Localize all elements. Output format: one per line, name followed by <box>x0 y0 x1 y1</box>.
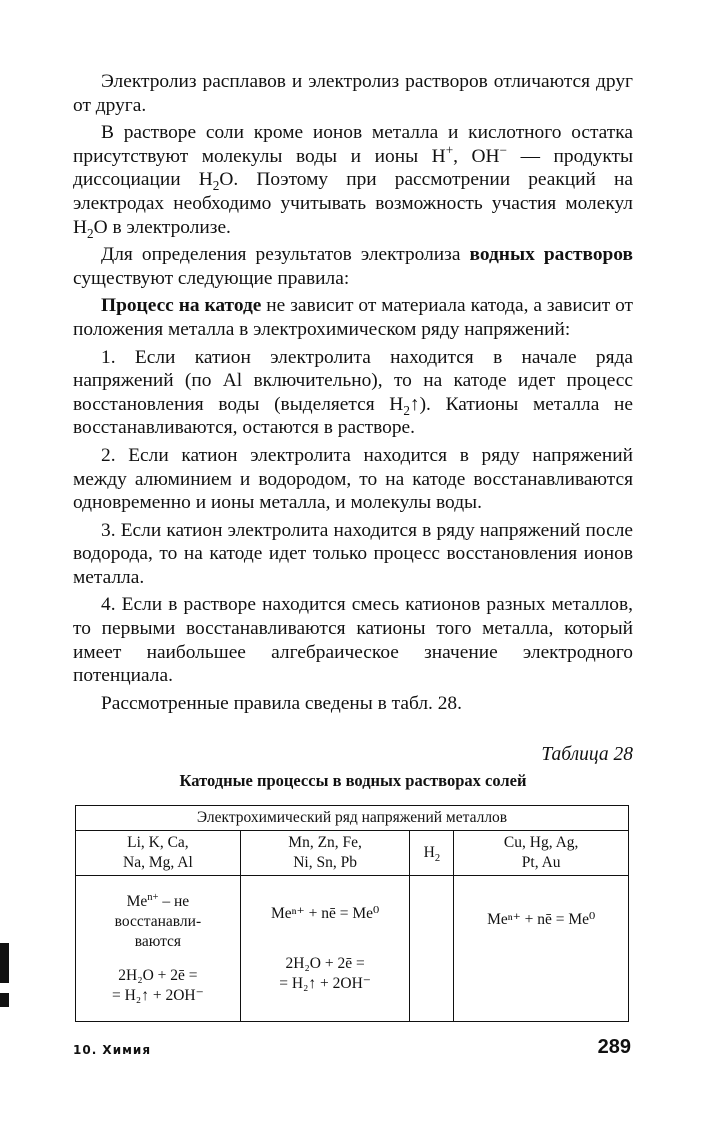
table-header: Электрохимический ряд напряжений металлов <box>76 806 629 831</box>
paragraph-3: Для определения результатов электролиза водных растворов существуют следующие правила: <box>73 244 633 289</box>
rule-4: 4. Если в растворе находится смесь катионов разных металлов, то первыми восстанавливаются катионы того металла, который имеет наибольшее алгебраическое значение электродного потенциала. <box>73 594 633 687</box>
paragraph-4: Процесс на катоде не зависит от материала катода, а зависит от положения металла в электрохимическом ряду напряжений: <box>73 295 633 340</box>
process-group-4: Meⁿ⁺ + nē = Me⁰ <box>454 876 629 1022</box>
cathode-processes-table <box>75 805 629 1022</box>
metals-group-4: Cu, Hg, Ag, Pt, Au <box>454 831 629 876</box>
rule-2: 2. Если катион электролита находится в ряду напряжений между алюминием и водородом, то на катоде восстанавливаются одновременно и ионы металла, и молекулы воды. <box>73 444 633 514</box>
paragraph-1: Электролиз расплавов и электролиз растворов отличаются друг от друга. <box>73 71 633 116</box>
margin-mark-bottom <box>0 993 9 1007</box>
process-group-2: Meⁿ⁺ + nē = Me⁰ 2H₂O + 2ē = = H₂↑ + 2OH⁻ <box>240 876 410 1022</box>
paragraph-2: В растворе соли кроме ионов металла и кислотного остатка присутствуют молекулы воды и ионы H+, OH− — продукты диссоциации $H_2O$. Поэтому при рассмотрении реакций на электродах необходимо учитывать возможность участия молекул $H_2O$ в электролизе. <box>73 122 634 241</box>
process-group-1: $Me^{n+}$ – не восстанавли- ваются 2H₂O + 2ē = = H₂↑ + 2OH⁻ <box>76 876 241 1022</box>
paragraph-summary: Рассмотренные правила сведены в табл. 28. <box>101 692 462 714</box>
page-number: 289 <box>597 1036 631 1058</box>
metals-group-1: Li, K, Ca, Na, Mg, Al <box>76 831 241 876</box>
table-header-row <box>76 806 629 831</box>
table-row-metals <box>76 831 629 876</box>
body-text <box>73 70 633 719</box>
process-hydrogen <box>410 876 454 1022</box>
margin-mark-top <box>0 943 9 983</box>
table-row-processes <box>76 876 629 1022</box>
rule-1: 1. Если катион электролита находится в начале ряда напряжений (по Al включительно), то на катоде идет процесс восстановления воды (выделяется $H_2↑$). Катионы металла не восстанавливаются, остаются в растворе. <box>73 346 633 439</box>
footer-section-label: 10. Химия <box>73 1043 152 1057</box>
rule-3: 3. Если катион электролита находится в ряду напряжений после водорода, то на катоде идет только процесс восстановления ионов металла. <box>73 519 633 588</box>
metals-group-2: Mn, Zn, Fe, Ni, Sn, Pb <box>240 831 410 876</box>
hydrogen-cell: $H_2$ <box>410 831 454 876</box>
table-title: Катодные процессы в водных растворах солей <box>179 771 527 790</box>
table-caption: Таблица 28 <box>541 744 633 765</box>
